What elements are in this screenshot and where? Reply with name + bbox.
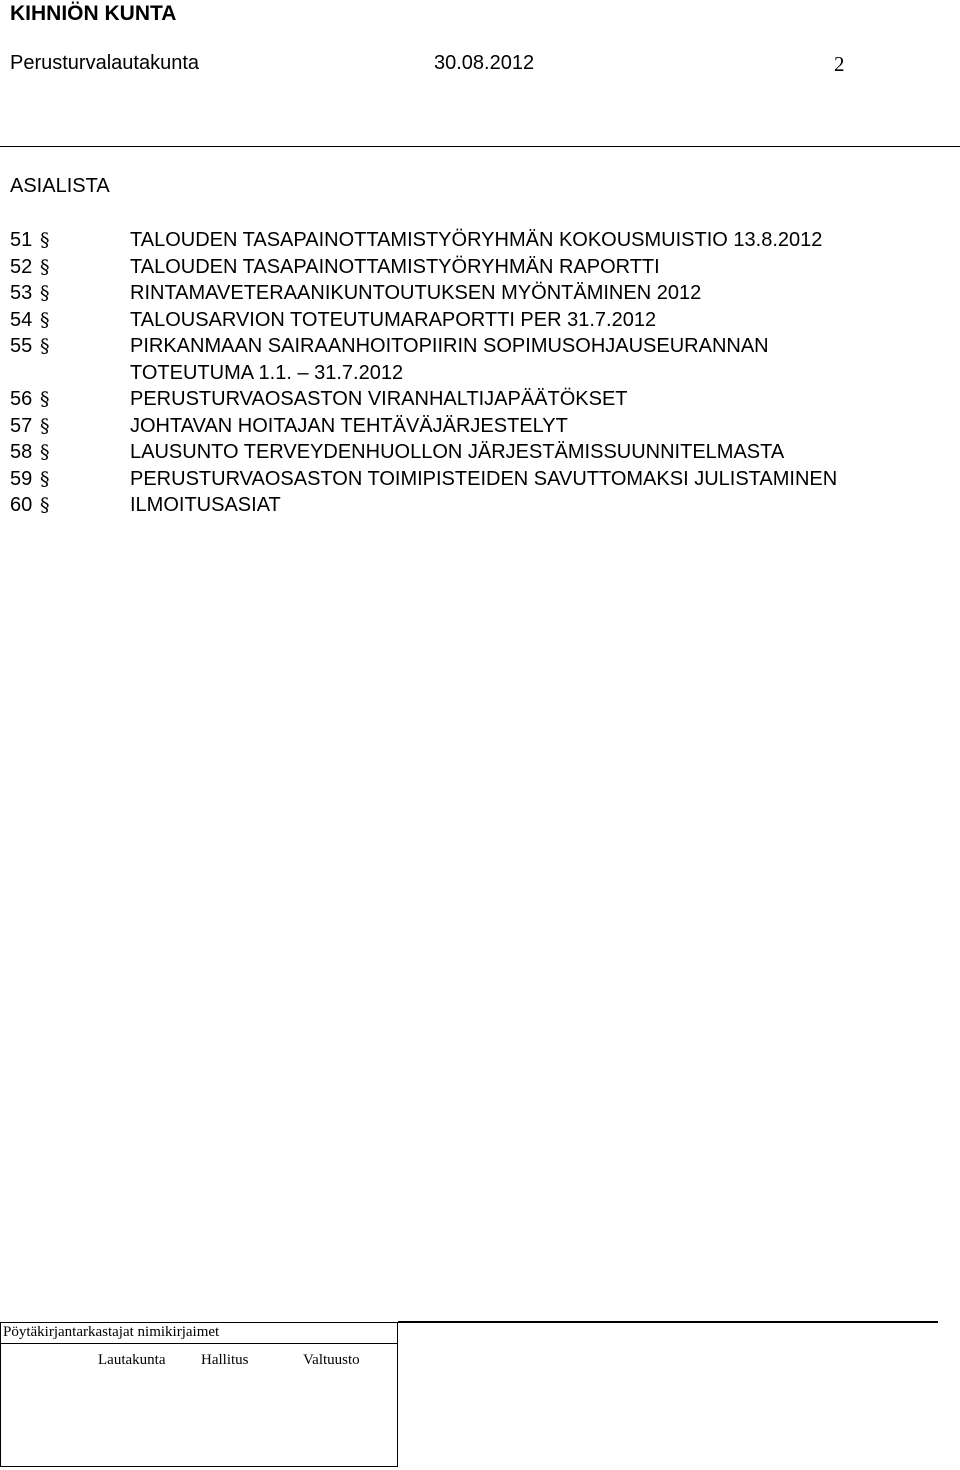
agenda-item-title-block	[130, 333, 950, 386]
agenda-item-number: 51	[10, 229, 33, 251]
agenda-list	[10, 227, 950, 519]
agenda-item-number: 55	[10, 335, 33, 357]
agenda-item-number: 56	[10, 388, 33, 410]
agenda-item-title: JOHTAVAN HOITAJAN TEHTÄVÄJÄRJESTELYT	[130, 414, 568, 437]
agenda-item	[10, 280, 950, 307]
agenda-item	[10, 254, 950, 281]
agenda-item	[10, 333, 950, 386]
page-number: 2	[834, 52, 845, 76]
agenda-item-number: 53	[10, 282, 33, 304]
footer-rule	[398, 1321, 938, 1323]
agenda-item-number: 54	[10, 308, 33, 331]
section-sign: §	[40, 494, 50, 516]
section-sign: §	[40, 414, 50, 437]
agenda-item-title: TALOUDEN TASAPAINOTTAMISTYÖRYHMÄN KOKOUSMUISTIO 13.8.2012	[130, 229, 823, 251]
agenda-item	[10, 386, 950, 413]
agenda-item-number: 60	[10, 494, 33, 516]
signature-box	[0, 1322, 398, 1467]
agenda-item-number: 59	[10, 467, 33, 490]
organization-name: KIHNIÖN KUNTA	[10, 2, 177, 25]
meeting-date: 30.08.2012	[434, 52, 535, 74]
committee-name: Perusturvalautakunta	[10, 52, 200, 74]
agenda-item-title: TALOUSARVION TOTEUTUMARAPORTTI PER 31.7.2012	[130, 308, 657, 331]
section-sign: §	[40, 467, 50, 490]
section-sign: §	[40, 308, 50, 331]
agenda-item-number: 57	[10, 414, 33, 437]
agenda-item	[10, 307, 950, 334]
agenda-item-title: RINTAMAVETERAANIKUNTOUTUKSEN MYÖNTÄMINEN 2012	[130, 282, 702, 304]
section-sign: §	[40, 335, 50, 357]
section-sign: §	[40, 229, 50, 251]
agenda-item-title-continuation: TOTEUTUMA 1.1. – 31.7.2012	[130, 361, 404, 384]
header-divider	[0, 146, 960, 147]
agenda-item-title: PERUSTURVAOSASTON VIRANHALTIJAPÄÄTÖKSET	[130, 388, 628, 410]
agenda-item	[10, 413, 950, 440]
agenda-item	[10, 466, 950, 493]
section-sign: §	[40, 255, 50, 278]
agenda-item-title: PIRKANMAAN SAIRAANHOITOPIIRIN SOPIMUSOHJAUSEURANNAN	[130, 335, 769, 357]
section-sign: §	[40, 388, 50, 410]
agenda-item-number: 58	[10, 441, 33, 463]
body-hallitus: Hallitus	[201, 1352, 249, 1368]
section-sign: §	[40, 441, 50, 463]
signature-box-label: Pöytäkirjantarkastajat nimikirjaimet	[3, 1324, 220, 1340]
agenda-item-title: ILMOITUSASIAT	[130, 494, 281, 516]
signature-box-divider	[1, 1343, 397, 1344]
agenda-item	[10, 439, 950, 466]
page-title: ASIALISTA	[10, 175, 110, 197]
agenda-item-title: TALOUDEN TASAPAINOTTAMISTYÖRYHMÄN RAPORTTI	[130, 255, 660, 278]
section-sign: §	[40, 282, 50, 304]
agenda-item-title: LAUSUNTO TERVEYDENHUOLLON JÄRJESTÄMISSUUNNITELMASTA	[130, 441, 785, 463]
agenda-item	[10, 227, 950, 254]
agenda-item-number: 52	[10, 255, 33, 278]
agenda-item-title: PERUSTURVAOSASTON TOIMIPISTEIDEN SAVUTTOMAKSI JULISTAMINEN	[130, 467, 838, 490]
agenda-item	[10, 492, 950, 519]
body-valtuusto: Valtuusto	[303, 1352, 360, 1368]
body-lautakunta: Lautakunta	[98, 1352, 166, 1368]
